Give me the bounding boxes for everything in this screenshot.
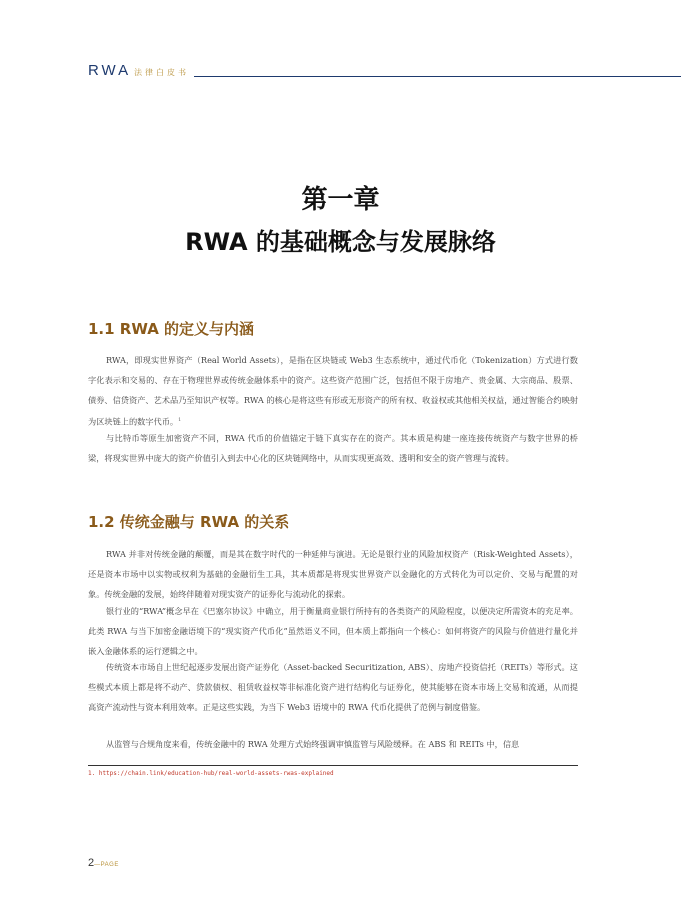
header-rule — [194, 76, 681, 77]
footnote-divider — [88, 765, 578, 766]
running-header — [88, 62, 681, 82]
paragraph: RWA 并非对传统金融的颠覆，而是其在数字时代的一种延伸与演进。无论是银行业的风险加权资产（Risk-Weighted Assets），还是资本市场中以实物或权利为基础的金融衍生工具，其本质都是将现实世界资产以金融化的方式转化为可以定价、交易与配置的对象。传统金融的发展，始终伴随着对现实资产的证券化与流动化的探索。 — [88, 549, 578, 599]
chapter-title: RWA 的基础概念与发展脉络 — [185, 228, 496, 256]
paragraph: 从监管与合规角度来看，传统金融中的 RWA 处理方式始终强调审慎监管与风险缓释。在 ABS 和 REITs 中，信息 — [106, 739, 520, 749]
header-brand: RWA — [88, 62, 132, 79]
paragraph-text: RWA，即现实世界资产（Real World Assets），是指在区块链或 Web3 生态系统中，通过代币化（Tokenization）方式进行数字化表示和交易的、存在于物理世界或传统金融体系中的资产。这些资产范围广泛，包括但不限于房地产、贵金属、大宗商品、股票、债券、信贷资产、艺术品乃至知识产权等。RWA 的核心是将这些有形或无形资产的所有权、收益权或其他相关权益，通过智能合约映射为区块链上的数字代币。 — [88, 355, 578, 427]
paragraph: 与比特币等原生加密资产不同，RWA 代币的价值锚定于链下真实存在的资产。其本质是构建一座连接传统资产与数字世界的桥梁，将现实世界中庞大的资产价值引入到去中心化的区块链网络中，从而实现更高效、透明和安全的资产管理与流转。 — [88, 433, 578, 463]
page-label: —PAGE — [94, 862, 119, 868]
section-heading-1-1: 1.1 RWA 的定义与内涵 — [88, 320, 255, 338]
paragraph: 银行业的“RWA”概念早在《巴塞尔协议》中确立，用于衡量商业银行所持有的各类资产的风险程度，以便决定所需资本的充足率。此类 RWA 与当下加密金融语境下的“现实资产代币化”虽然语义不同，但本质上都指向一个核心：如何将资产的风险与价值进行量化并嵌入金融体系的运行逻辑之中。 — [88, 606, 578, 656]
footnote-reference[interactable]: 1 — [178, 417, 182, 423]
page-number — [88, 857, 119, 869]
footnote-link[interactable]: 1. https://chain.link/education-hub/real-world-assets-rwas-explained — [88, 770, 334, 777]
page-number-value: 2 — [88, 857, 95, 869]
section-heading-1-2: 1.2 传统金融与 RWA 的关系 — [88, 513, 290, 531]
chapter-number: 第一章 — [301, 185, 380, 215]
header-subtitle: 法律白皮书 — [134, 68, 189, 77]
paragraph — [88, 350, 578, 432]
paragraph: 传统资本市场自上世纪起逐步发展出资产证券化（Asset-backed Securitization, ABS）、房地产投资信托（REITs）等形式。这些模式本质上都是将不动产、贷款债权、租赁收益权等非标准化资产进行结构化与证券化，使其能够在资本市场上交易和流通，从而提高资产流动性与资本利用效率。正是这些实践，为当下 Web3 语境中的 RWA 代币化提供了范例与制度借鉴。 — [88, 662, 578, 712]
